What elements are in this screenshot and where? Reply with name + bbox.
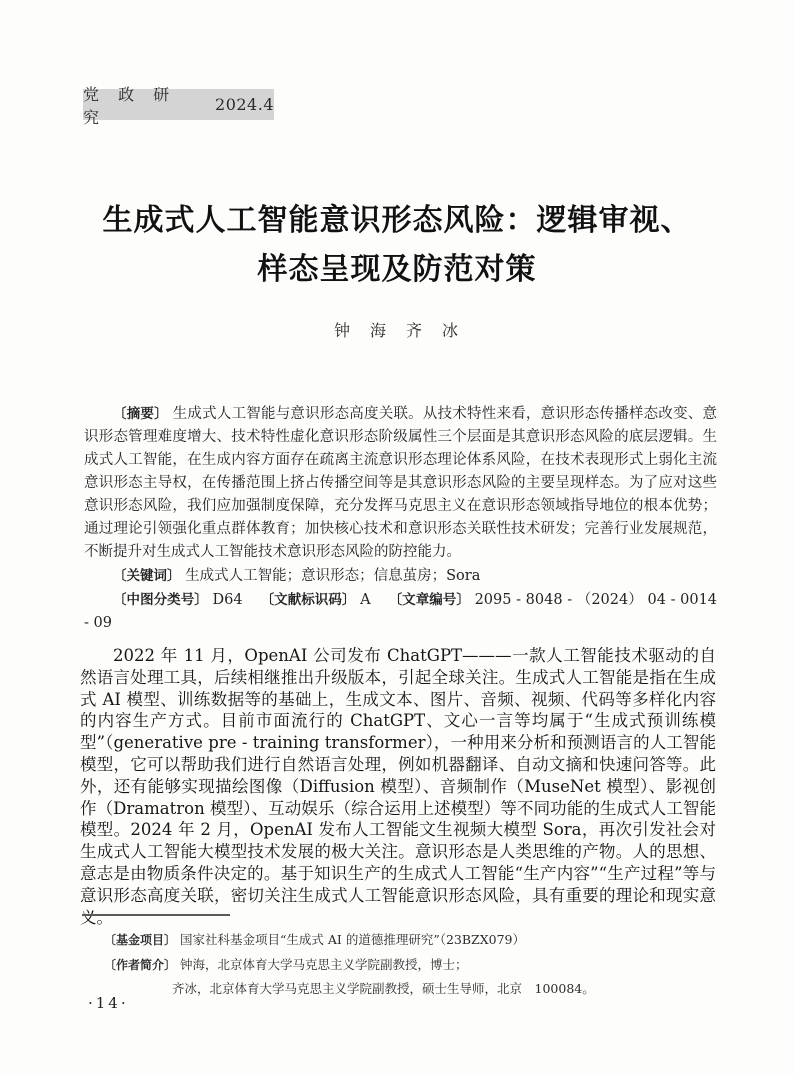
clc-value: D64	[212, 592, 243, 608]
author-bio-line2	[104, 977, 718, 1002]
keywords-line	[84, 564, 717, 588]
journal-name: 党 政 研 究	[83, 84, 177, 127]
footnotes-block	[104, 928, 718, 1002]
author-bio-line1	[104, 953, 718, 978]
page-number: ·14·	[88, 994, 129, 1012]
journal-header-badge	[83, 84, 274, 127]
article-title-line1: 生成式人工智能意识形态风险：逻辑审视、	[102, 203, 692, 238]
abstract-label: 〔摘要〕	[113, 406, 168, 421]
article-id-value: 2095 - 8048 - （2024） 04 - 0014 - 09	[84, 592, 718, 631]
fund-project-line	[104, 928, 718, 953]
article-body	[80, 645, 716, 928]
journal-issue: 2024.4	[215, 95, 274, 114]
clc-label: 〔中图分类号〕	[113, 592, 208, 607]
footnote-separator	[82, 914, 230, 916]
doc-code-value: A	[360, 592, 371, 608]
article-meta-block	[84, 402, 717, 635]
author-names: 钟 海 齐 冰	[333, 321, 460, 340]
classification-line	[84, 588, 717, 635]
article-title	[60, 196, 734, 294]
article-id-label: 〔文章编号〕	[388, 592, 470, 607]
abstract-text: 生成式人工智能与意识形态高度关联。从技术特性来看，意识形态传播样态改变、意识形态管理难度增大、技术特性虚化意识形态阶级属性三个层面是其意识形态风险的底层逻辑。生成式人工智能，在生成内容方面存在疏离主流意识形态理论体系风险，在技术表现形式上弱化主流意识形态主导权，在传播范围上挤占传播空间等是其意识形态风险的主要呈现样态。为了应对这些意识形态风险，我们应加强制度保障，充分发挥马克思主义在意识形态领域指导地位的根本优势；通过理论引领强化重点群体教育；加快核心技术和意识形态关联性技术研发；完善行业发展规范，不断提升对生成式人工智能技术意识形态风险的防控能力。	[84, 406, 718, 560]
fund-project-text: 国家社科基金项目“生成式 AI 的道德推理研究”（23BZX079）	[180, 932, 525, 947]
author-bio-label: 〔作者简介〕	[104, 957, 177, 972]
doc-code-label: 〔文献标识码〕	[260, 592, 356, 607]
article-title-line2: 样态呈现及防范对策	[257, 252, 537, 287]
author-bio-text2: 齐冰，北京体育大学马克思主义学院副教授，硕士生导师，北京 100084。	[172, 981, 595, 996]
keywords-text: 生成式人工智能；意识形态；信息茧房；Sora	[185, 568, 481, 584]
abstract-paragraph	[84, 402, 717, 564]
author-bio-text1: 钟海，北京体育大学马克思主义学院副教授，博士；	[180, 956, 468, 972]
body-paragraph: 2022 年 11 月，OpenAI 公司发布 ChatGPT———一款人工智能技术驱动的自然语言处理工具，后续相继推出升级版本，引起全球关注。生成式人工智能是指在生成式 AI 模型、训练数据等的基础上，生成文本、图片、音频、视频、代码等多样化内容的内容生产方式。目前市面流行的 ChatGPT、文心一言等均属于“生成式预训练模型”（generative pre - training transformer），一种用来分析和预测语言的人工智能模型，它可以帮助我们进行自然语言处理，例如机器翻译、自动文摘和快速问答等。此外，还有能够实现描绘图像（Diffusion 模型）、音频制作（MuseNet 模型）、影视创作（Dramatron 模型）、互动娱乐（综合运用上述模型）等不同功能的生成式人工智能模型。2024 年 2 月，OpenAI 发布人工智能文生视频大模型 Sora，再次引发社会对生成式人工智能大模型技术发展的极大关注。意识形态是人类思维的产物。人的思想、意志是由物质条件决定的。基于知识生产的生成式人工智能“生产内容”“生产过程”等与意识形态高度关联，密切关注生成式人工智能意识形态风险，具有重要的理论和现实意义。	[80, 646, 716, 927]
keywords-label: 〔关键词〕	[113, 568, 181, 583]
fund-project-label: 〔基金项目〕	[104, 933, 177, 947]
